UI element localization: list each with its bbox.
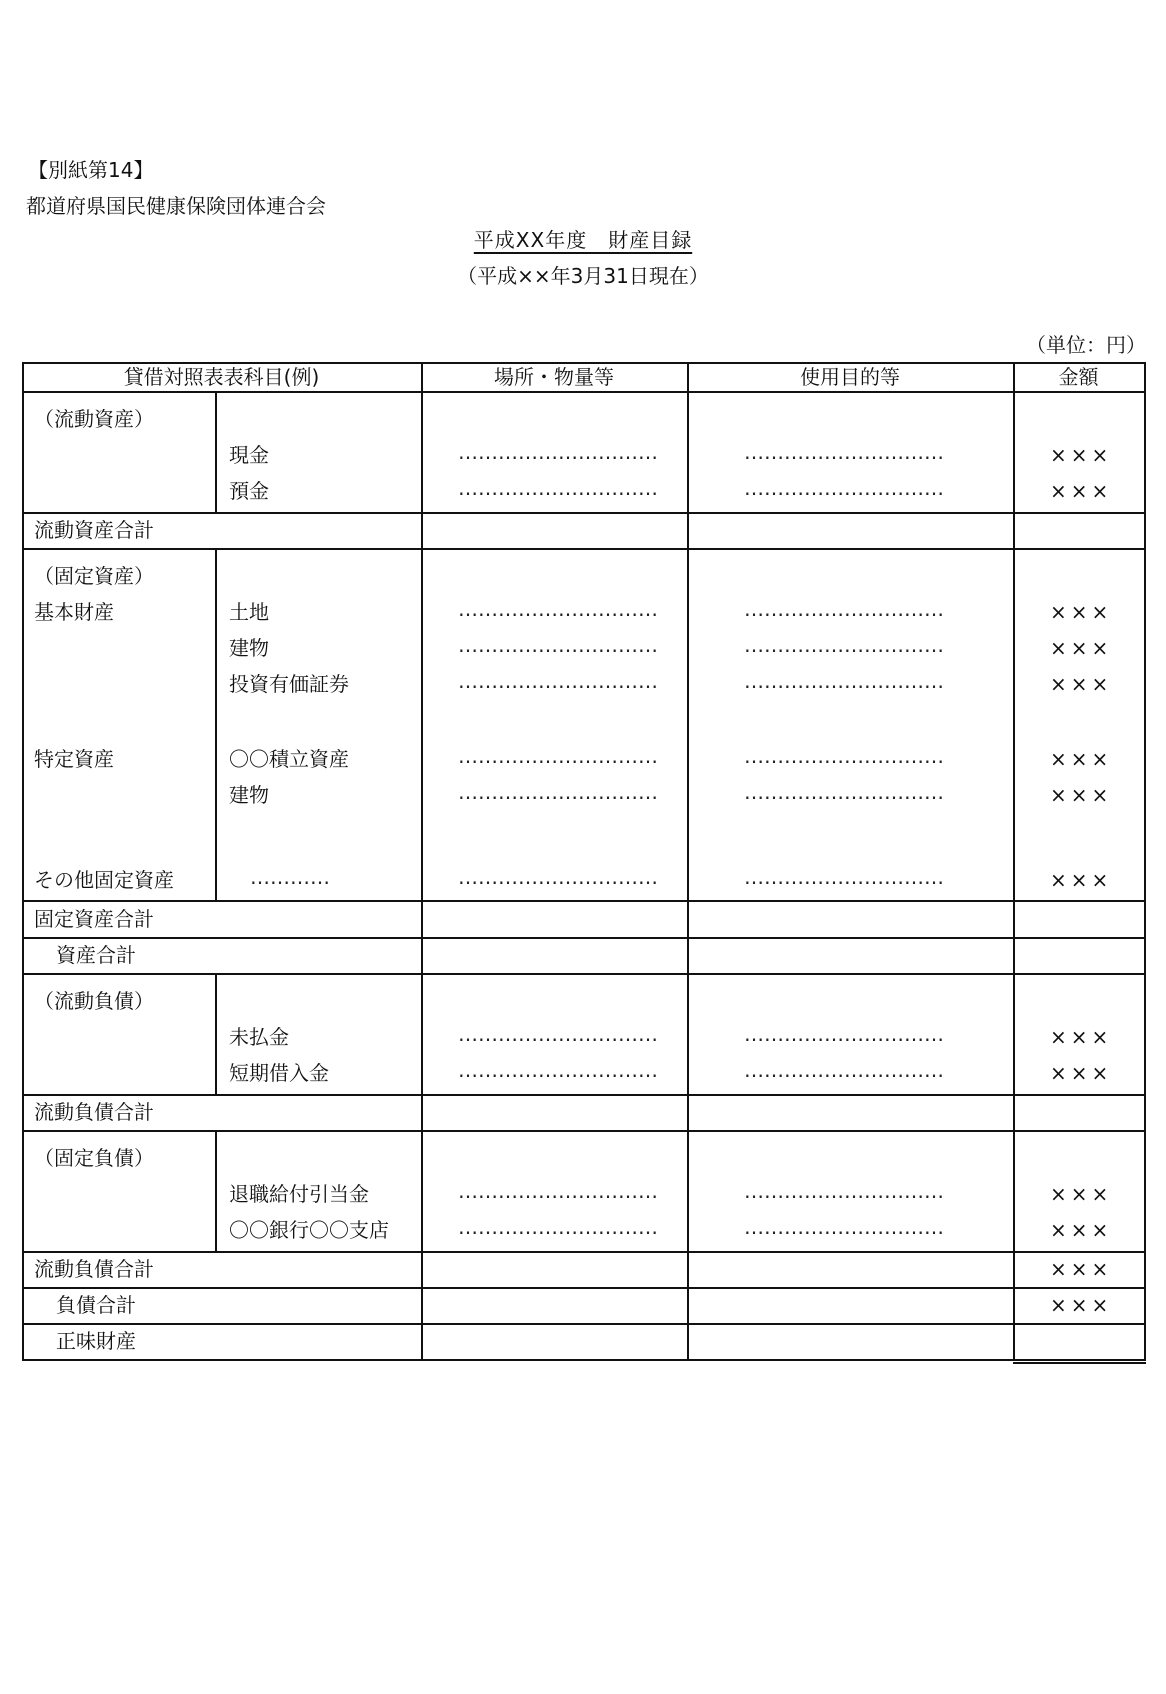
purpose-placeholder: …………………………: [744, 669, 944, 693]
table-rule: [22, 391, 1146, 393]
amount-placeholder: ×××: [1050, 1218, 1113, 1242]
group-label-specified-assets: 特定資産: [34, 747, 114, 771]
location-placeholder: …………………………: [458, 1215, 658, 1239]
table-rule: [22, 548, 1146, 550]
amount-placeholder: ×××: [1050, 1293, 1113, 1317]
purpose-placeholder: …………………………: [744, 440, 944, 464]
total-liabilities: 負債合計: [56, 1293, 136, 1317]
location-placeholder: …………………………: [458, 597, 658, 621]
item-label: 預金: [229, 479, 269, 503]
purpose-placeholder: …………………………: [744, 744, 944, 768]
table-border-bottom: [22, 1359, 1146, 1361]
table-rule: [22, 512, 1146, 514]
table-rule: [22, 1323, 1146, 1325]
subtotal-current-liabilities: 流動負債合計: [34, 1100, 154, 1124]
section-heading-current-liabilities: （流動負債）: [34, 989, 154, 1013]
amount-placeholder: ×××: [1050, 672, 1113, 696]
section-heading-fixed-liabilities: （固定負債）: [34, 1146, 154, 1170]
document-subtitle: （平成××年3月31日現在）: [457, 264, 709, 288]
column-header-location: 場所・物量等: [494, 365, 614, 389]
location-placeholder: …………………………: [458, 1058, 658, 1082]
amount-placeholder: ×××: [1050, 443, 1113, 467]
group-label-other-fixed-assets: その他固定資産: [34, 868, 174, 892]
table-rule: [22, 973, 1146, 975]
subtotal-current-assets: 流動資産合計: [34, 518, 154, 542]
location-placeholder: …………………………: [458, 1179, 658, 1203]
item-label: 現金: [229, 443, 269, 467]
amount-placeholder: ×××: [1050, 1182, 1113, 1206]
item-label: 土地: [229, 600, 269, 624]
section-heading-current-assets: （流動資産）: [34, 407, 154, 431]
purpose-placeholder: …………………………: [744, 476, 944, 500]
table-rule: [22, 1130, 1146, 1132]
purpose-placeholder: …………………………: [744, 1058, 944, 1082]
unit-label: （単位：円）: [1026, 333, 1146, 357]
item-label: 〇〇銀行〇〇支店: [229, 1218, 389, 1242]
column-header-purpose: 使用目的等: [800, 365, 900, 389]
column-rule: [687, 362, 689, 1360]
subcolumn-rule: [215, 973, 217, 1094]
table-rule: [22, 1287, 1146, 1289]
subcolumn-rule: [215, 391, 217, 512]
amount-placeholder: ×××: [1050, 1061, 1113, 1085]
purpose-placeholder: …………………………: [744, 1022, 944, 1046]
amount-placeholder: ×××: [1050, 747, 1113, 771]
table-rule: [22, 900, 1146, 902]
purpose-placeholder: …………………………: [744, 780, 944, 804]
amount-placeholder: ×××: [1050, 868, 1113, 892]
column-rule: [1013, 362, 1015, 1360]
table-border-top: [22, 362, 1146, 364]
group-label-basic-property: 基本財産: [34, 600, 114, 624]
purpose-placeholder: …………………………: [744, 597, 944, 621]
table-border-left: [22, 362, 24, 1360]
section-heading-fixed-assets: （固定資産）: [34, 564, 154, 588]
item-label: 建物: [229, 636, 269, 660]
column-header-amount: 金額: [1058, 365, 1099, 389]
column-rule: [421, 362, 423, 1360]
item-label: 建物: [229, 783, 269, 807]
purpose-placeholder: …………………………: [744, 1179, 944, 1203]
item-placeholder: …………: [250, 865, 330, 889]
purpose-placeholder: …………………………: [744, 1215, 944, 1239]
amount-placeholder: ×××: [1050, 479, 1113, 503]
item-label: 退職給付引当金: [229, 1182, 369, 1206]
net-assets: 正味財産: [56, 1329, 136, 1353]
purpose-placeholder: …………………………: [744, 865, 944, 889]
location-placeholder: …………………………: [458, 780, 658, 804]
document-title: 平成XX年度 財産目録: [473, 228, 693, 252]
organization-name: 都道府県国民健康保険団体連合会: [26, 194, 326, 218]
location-placeholder: …………………………: [458, 440, 658, 464]
location-placeholder: …………………………: [458, 865, 658, 889]
amount-double-rule: [1013, 1362, 1146, 1364]
item-label: 投資有価証券: [229, 672, 349, 696]
subcolumn-rule: [215, 548, 217, 900]
document-reference: 【別紙第14】: [28, 158, 154, 182]
amount-placeholder: ×××: [1050, 600, 1113, 624]
subcolumn-rule: [215, 1130, 217, 1251]
item-label: 〇〇積立資産: [229, 747, 349, 771]
location-placeholder: …………………………: [458, 476, 658, 500]
location-placeholder: …………………………: [458, 744, 658, 768]
table-rule: [22, 1094, 1146, 1096]
amount-placeholder: ×××: [1050, 1025, 1113, 1049]
total-assets: 資産合計: [56, 943, 136, 967]
item-label: 短期借入金: [229, 1061, 329, 1085]
location-placeholder: …………………………: [458, 669, 658, 693]
column-header-account: 貸借対照表表科目(例): [123, 365, 320, 389]
subtotal-fixed-liabilities: 流動負債合計: [34, 1257, 154, 1281]
property-inventory-table: [22, 362, 1146, 1360]
table-rule: [22, 937, 1146, 939]
purpose-placeholder: …………………………: [744, 633, 944, 657]
amount-placeholder: ×××: [1050, 636, 1113, 660]
amount-placeholder: ×××: [1050, 1257, 1113, 1281]
location-placeholder: …………………………: [458, 1022, 658, 1046]
table-border-right: [1144, 362, 1146, 1360]
table-rule: [22, 1251, 1146, 1253]
item-label: 未払金: [229, 1025, 289, 1049]
location-placeholder: …………………………: [458, 633, 658, 657]
amount-placeholder: ×××: [1050, 783, 1113, 807]
subtotal-fixed-assets: 固定資産合計: [34, 907, 154, 931]
